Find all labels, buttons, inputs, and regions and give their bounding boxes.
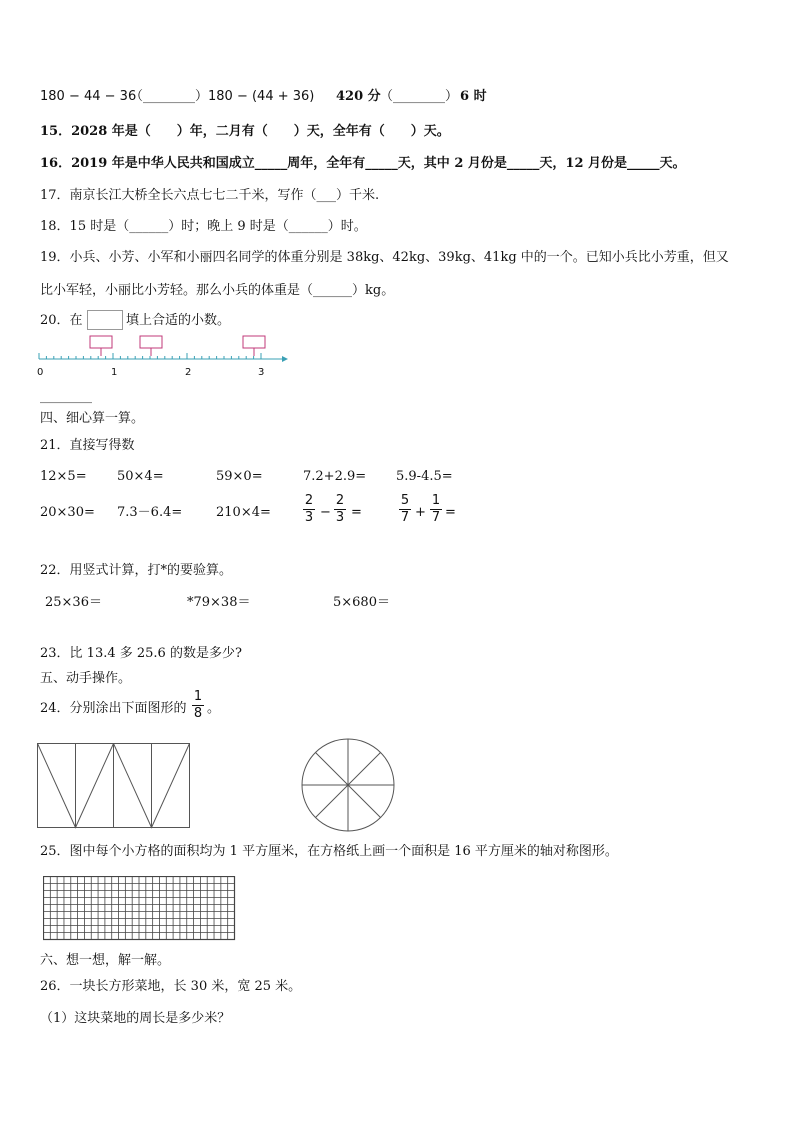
expr-4: 6 时 [460, 89, 487, 104]
nl-label-1: 1 [111, 367, 118, 378]
question-19-line-1: 19．小兵、小芳、小军和小丽四名同学的体重分别是 38kg、42kg、39kg、41kg 中的一个。已知小兵比小芳重，但又 [40, 250, 729, 265]
fraction-5-7: 5 7 [400, 493, 410, 525]
equals-2: = [445, 505, 456, 520]
blank-2[interactable]: （________） [380, 89, 459, 104]
question-17: 17．南京长江大桥全长六点七七二千米，写作（___）千米. [40, 188, 380, 203]
calc-7: 7.3－6.4= [117, 505, 183, 520]
question-15: 15．2028 年是（ ）年，二月有（ ）天，全年有（ ）天。 [40, 124, 450, 139]
number-line [34, 334, 294, 382]
answer-box-sample [87, 310, 123, 330]
question-25: 25．图中每个小方格的面积均为 1 平方厘米，在方格纸上画一个面积是 16 平方厘米的轴对称图形。 [40, 844, 618, 859]
minus-operator: − [320, 505, 331, 520]
question-20-post: 填上合适的小数。 [126, 313, 231, 328]
section-6-title: 六、想一想，解一解。 [40, 953, 171, 968]
fraction-2-3-a: 2 3 [304, 493, 314, 525]
section-5-title: 五、动手操作。 [40, 671, 132, 686]
calc-4: 7.2+2.9= [303, 469, 367, 484]
calc-8: 210×4= [216, 505, 271, 520]
calc-5: 5.9-4.5= [396, 469, 453, 484]
expr-3: 420 分 [336, 89, 381, 104]
nl-label-0: 0 [37, 367, 44, 378]
expr-1: 180 − 44 − 36 [40, 89, 137, 104]
question-16: 16．2019 年是中华人民共和国成立_____周年，全年有_____天，其中 2 月份是_____天，12 月份是_____天。 [40, 156, 686, 171]
question-20-answer[interactable]: ________ [40, 389, 92, 404]
question-26-part-1: （1）这块菜地的周长是多少米？ [40, 1011, 231, 1026]
question-18: 18．15 时是（______）时；晚上 9 时是（______）时。 [40, 219, 367, 234]
nl-label-2: 2 [185, 367, 192, 378]
nl-label-3: 3 [258, 367, 265, 378]
vertical-calc-1: 25×36＝ [45, 595, 102, 610]
calc-1: 12×5= [40, 469, 87, 484]
blank-1[interactable]: （________） [130, 89, 209, 104]
question-20-pre: 20．在 [40, 313, 83, 328]
calc-6: 20×30= [40, 505, 95, 520]
question-24-pre: 24．分别涂出下面图形的 [40, 701, 187, 716]
calc-2: 50×4= [117, 469, 164, 484]
question-24-post: 。 [207, 701, 221, 716]
vertical-calc-2: *79×38＝ [187, 595, 251, 610]
calc-3: 59×0= [216, 469, 263, 484]
question-21: 21．直接写得数 [40, 438, 135, 453]
fraction-1-8: 1 8 [193, 689, 203, 721]
vertical-calc-3: 5×680＝ [333, 595, 390, 610]
plus-operator: + [415, 505, 426, 520]
fraction-1-7: 1 7 [431, 493, 441, 525]
question-19-line-2: 比小军轻，小丽比小芳轻。那么小兵的体重是（______）kg。 [40, 283, 395, 298]
fraction-2-3-b: 2 3 [335, 493, 345, 525]
circle-divided-figure[interactable] [300, 737, 396, 833]
grid-paper[interactable] [43, 876, 236, 942]
rectangle-divided-figure[interactable] [37, 743, 191, 829]
expr-2: 180 − (44 + 36) [208, 89, 315, 104]
section-4-title: 四、细心算一算。 [40, 411, 145, 426]
question-23: 23．比 13.4 多 25.6 的数是多少? [40, 646, 242, 661]
equals-1: = [351, 505, 362, 520]
question-26: 26．一块长方形菜地，长 30 米，宽 25 米。 [40, 979, 302, 994]
question-22: 22．用竖式计算，打*的要验算。 [40, 563, 233, 578]
